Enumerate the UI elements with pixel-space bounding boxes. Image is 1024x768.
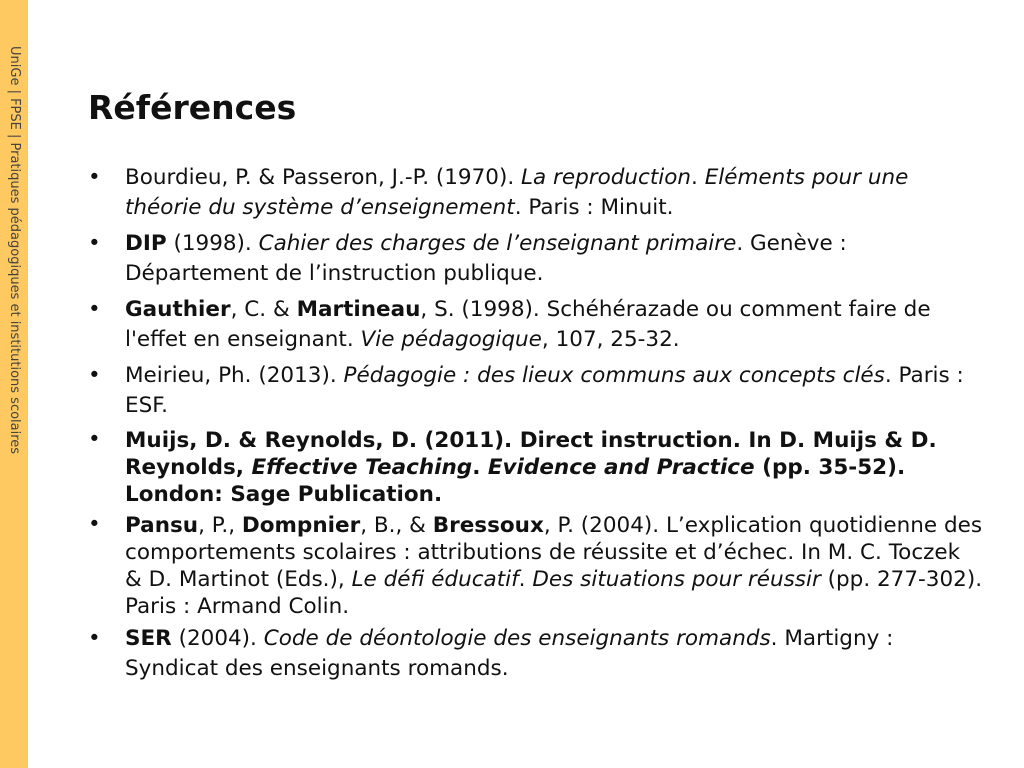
ref-title: , P. (2004). L’explication quotidienne des comportements scolaires : attributions de réussite et d’échec. In M. C. Toczek & D. Martinot (Eds.), <box>125 513 983 592</box>
ref-book-subtitle: Des situations pour réussir <box>532 567 821 592</box>
side-band <box>0 0 28 768</box>
ref-year: (2004). <box>171 626 264 651</box>
ref-subtitle: Eléments pour une théorie du système d’enseignement <box>125 165 909 220</box>
ref-publisher: (pp. 35-52). London: Sage Publication. <box>125 455 906 507</box>
ref-pages: , 107, 25-32. <box>541 327 680 352</box>
ref-publisher: . Paris : Minuit. <box>514 195 674 220</box>
ref-author: Bourdieu, P. & Passeron, J.-P. (1970). <box>125 165 522 190</box>
ref-title: Pédagogie : des lieux communs aux concepts clés <box>343 363 885 388</box>
ref-separator: , B., & <box>360 513 433 538</box>
reference-item-ser <box>88 624 983 684</box>
ref-author: DIP <box>125 231 167 256</box>
ref-title: Code de déontologie des enseignants romands <box>263 626 771 651</box>
ref-separator: . <box>691 165 705 190</box>
ref-publisher: (pp. 277-302). Paris : Armand Colin. <box>125 567 983 619</box>
ref-separator: , P., <box>198 513 242 538</box>
reference-item-meirieu <box>88 361 983 421</box>
bullet-icon: • <box>88 165 101 190</box>
ref-separator: . <box>518 567 533 592</box>
bullet-icon: • <box>88 297 101 322</box>
reference-list <box>88 163 983 690</box>
reference-item-muijs <box>88 427 983 508</box>
ref-author: Martineau <box>296 297 421 322</box>
ref-publisher: . Paris : ESF. <box>125 363 964 418</box>
bullet-icon: • <box>88 427 101 452</box>
reference-item-dip <box>88 229 983 289</box>
ref-separator: . <box>472 455 488 480</box>
ref-author: Dompnier <box>241 513 361 538</box>
bullet-icon: • <box>88 512 101 537</box>
ref-author: Gauthier <box>125 297 231 322</box>
ref-author: SER <box>125 626 172 651</box>
ref-title: , S. (1998). Schéhérazade ou comment faire de l'effet en enseignant. <box>125 297 931 352</box>
ref-head: Muijs, D. & Reynolds, D. (2011). Direct instruction. In D. Muijs & D. Reynolds, <box>125 428 937 480</box>
side-label: UniGe | FPSE | Pratiques pédagogiques et institutions scolaires <box>7 46 22 455</box>
bullet-icon: • <box>88 231 101 256</box>
ref-author: Pansu <box>125 513 199 538</box>
reference-item-pansu <box>88 512 983 620</box>
ref-book-title: Le défi éducatif <box>351 567 519 592</box>
ref-year: (1998). <box>166 231 259 256</box>
ref-author: Meirieu, Ph. (2013). <box>125 363 344 388</box>
ref-subtitle: Evidence and Practice <box>487 455 755 480</box>
ref-publisher: . Martigny : Syndicat des enseignants romands. <box>125 626 894 681</box>
ref-separator: , C. & <box>230 297 297 322</box>
reference-item-bourdieu <box>88 163 983 223</box>
ref-author: Bressoux <box>432 513 544 538</box>
ref-journal: Vie pédagogique <box>360 327 542 352</box>
slide-title: Références <box>88 88 297 127</box>
ref-title: La reproduction <box>521 165 692 190</box>
bullet-icon: • <box>88 363 101 388</box>
ref-title: Cahier des charges de l’enseignant primaire <box>258 231 737 256</box>
bullet-icon: • <box>88 626 101 651</box>
ref-publisher: . Genève : Département de l’instruction publique. <box>125 231 847 286</box>
reference-item-gauthier <box>88 295 983 355</box>
ref-title: Effective Teaching <box>251 455 473 480</box>
